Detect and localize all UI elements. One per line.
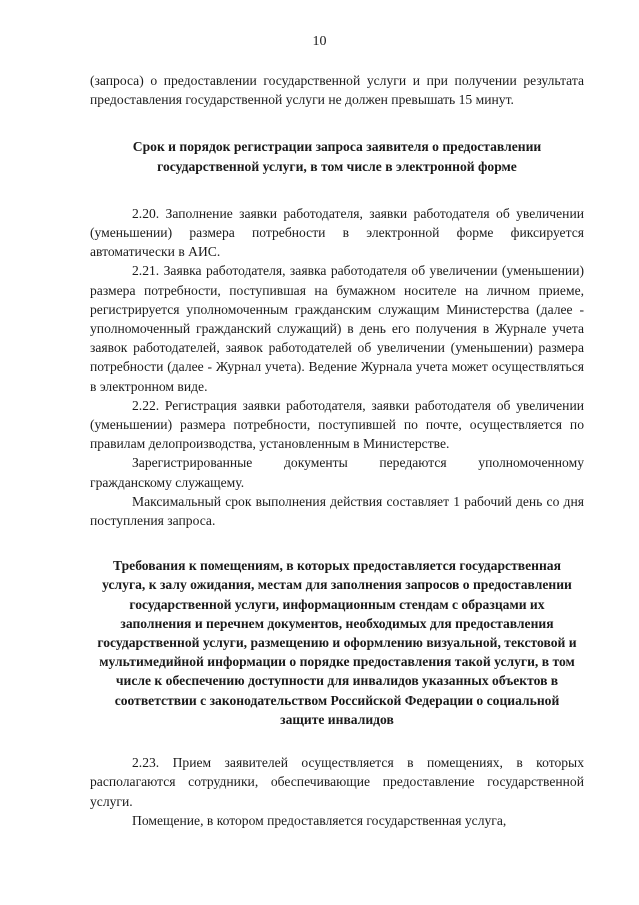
section-heading-premises: Требования к помещениям, в которых предоставляется государственная услуга, к залу ожидания, местам для заполнения запросов о предоставлении государственной услуги, информационным стендам с образцами их заполнения и перечнем документов, необходимых для предоставления государственной услуги, размещению и оформлению визуальной, текстовой и мультимедийной информации о порядке предоставления такой услуги, в том числе к обеспечению доступности для инвалидов указанных объектов в соответствии с законодательством Российской Федерации о социальной защите инвалидов xyxy=(97,558,577,727)
paragraph-max-term: Максимальный срок выполнения действия составляет 1 рабочий день со дня поступления запроса. xyxy=(90,493,584,529)
paragraph-registered-docs: Зарегистрированные документы передаются уполномоченному гражданскому служащему. xyxy=(90,455,584,490)
paragraph-continuation: (запроса) о предоставлении государственной услуги и при получении результата предоставления государственной услуги не должен превышать 15 минут. xyxy=(90,73,584,108)
paragraph-premises: Помещение, в котором предоставляется государственная услуга, xyxy=(132,812,507,828)
section-heading-registration: Срок и порядок регистрации запроса заявителя о предоставлении государственной услуги, в том числе в электронной форме xyxy=(132,139,542,174)
document-body xyxy=(90,71,584,830)
paragraph-2-21: 2.21. Заявка работодателя, заявка работодателя об увеличении (уменьшении) размера потребности, поступившая на бумажном носителе на личном приеме, регистрируется уполномоченным гражданским служащим Министерства (далее - уполномоченный гражданский служащий) в день его получения в Журнале учета заявок работодателей, заявок работодателей об увеличении (уменьшении) размера потребности (далее - Журнал учета). Ведение Журнала учета может осуществляться в электронном виде. xyxy=(90,263,584,394)
paragraph-2-20: 2.20. Заполнение заявки работодателя, заявки работодателя об увеличении (уменьшении) размера потребности в электронной форме фиксируется автоматически в АИС. xyxy=(90,205,584,260)
paragraph-2-23: 2.23. Прием заявителей осуществляется в помещениях, в которых располагаются сотрудники, обеспечивающие предоставление государственной услуги. xyxy=(90,755,584,809)
paragraph-2-22: 2.22. Регистрация заявки работодателя, заявки работодателя об увеличении (уменьшении) размера потребности, поступившей по почте, осуществляется по правилам делопроизводства, установленным в Министерстве. xyxy=(90,397,584,452)
page-number: 10 xyxy=(312,34,327,49)
